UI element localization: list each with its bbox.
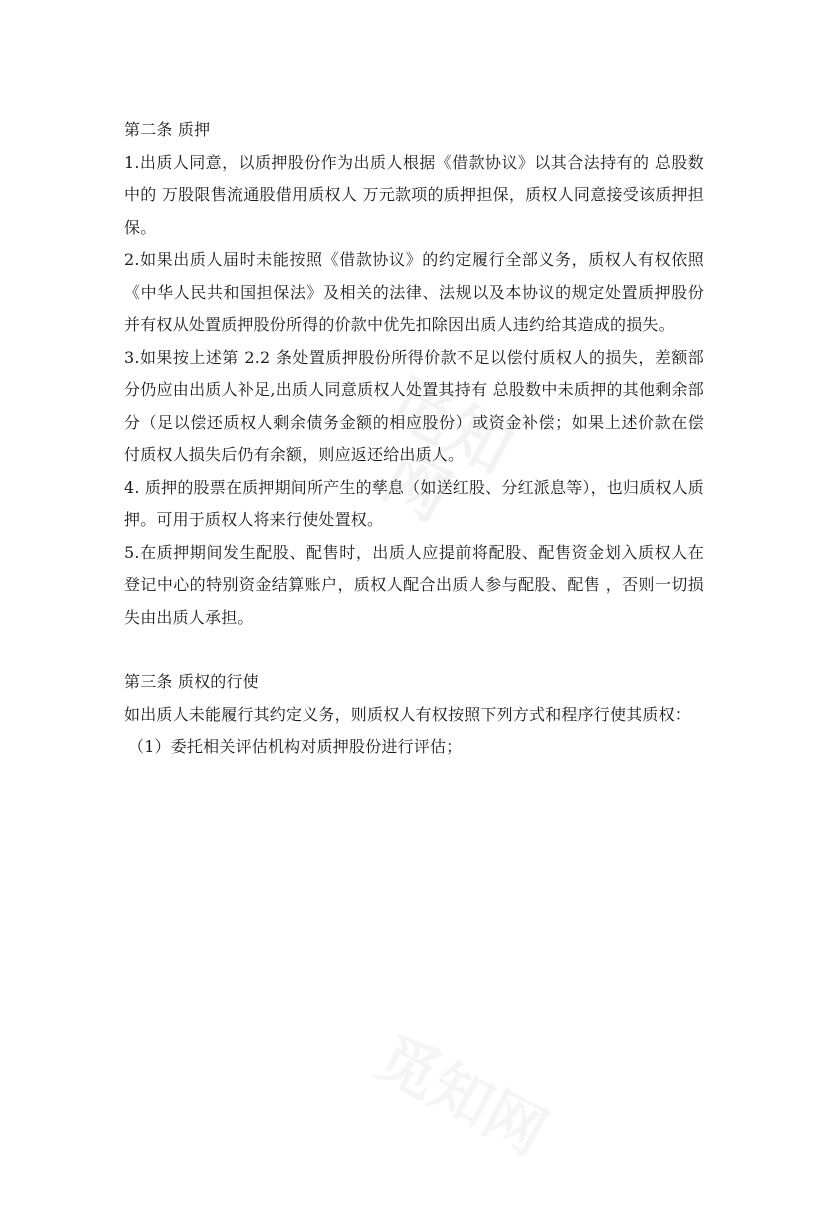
article-3-intro: 如出质人未能履行其约定义务，则质权人有权按照下列方式和程序行使其质权： — [124, 704, 692, 724]
article-2-clause-5-text: 5.在质押期间发生配股、配售时，出质人应提前将配股、配售资金划入质权人在登记中心的特别资金结算账户，质权人配合出质人参与配股、配售 ，否则一切损失由出质人承担。 — [124, 542, 704, 627]
article-2-clause-2-text: 2.如果出质人届时未能按照《借款协议》的约定履行全部义务，质权人有权依照《中华人民共和国担保法》及相关的法律、法规以及本协议的规定处置质押股份并有权从处置质押股份所得的价款中优先扣除因出质人违约给其造成的损失。 — [124, 250, 704, 334]
article-2-clause-3-text: 3.如果按上述第 2.2 条处置质押股份所得价款不足以偿付质权人的损失，差额部分仍应由出质人补足,出质人同意质权人处置其持有 总股数中未质押的其他剩余部分（足以偿还质权人剩余债务金额的相应股份）或资金补偿；如果上述价款在偿付质权人损失后仍有余额，则应返还给出质人。 — [124, 347, 704, 464]
article-2-clause-5 — [124, 537, 704, 635]
article-2-clause-3 — [124, 342, 704, 472]
article-2-clause-4 — [124, 472, 704, 537]
section-gap — [124, 634, 704, 666]
article-2-clause-1 — [124, 147, 704, 245]
article-3-item-1: （1）委托相关评估机构对质押股份进行评估； — [128, 737, 463, 756]
article-2-heading: 第二条 质押 — [124, 120, 211, 139]
article-3-heading: 第三条 质权的行使 — [124, 672, 259, 691]
document-body — [124, 114, 704, 764]
article-2-clause-2 — [124, 244, 704, 342]
article-2-clause-4-text: 4. 质押的股票在质押期间所产生的孳息（如送红股、分红派息等），也归质权人质押。可用于质权人将来行使处置权。 — [124, 477, 704, 529]
article-2-clause-1-text: 1.出质人同意，以质押股份作为出质人根据《借款协议》以其合法持有的 总股数中的 万股限售流通股借用质权人 万元款项的质押担保，质权人同意接受该质押担保。 — [124, 152, 704, 237]
watermark: 觅知网 — [371, 363, 524, 536]
watermark-bottom: 觅知网 — [365, 1022, 558, 1170]
